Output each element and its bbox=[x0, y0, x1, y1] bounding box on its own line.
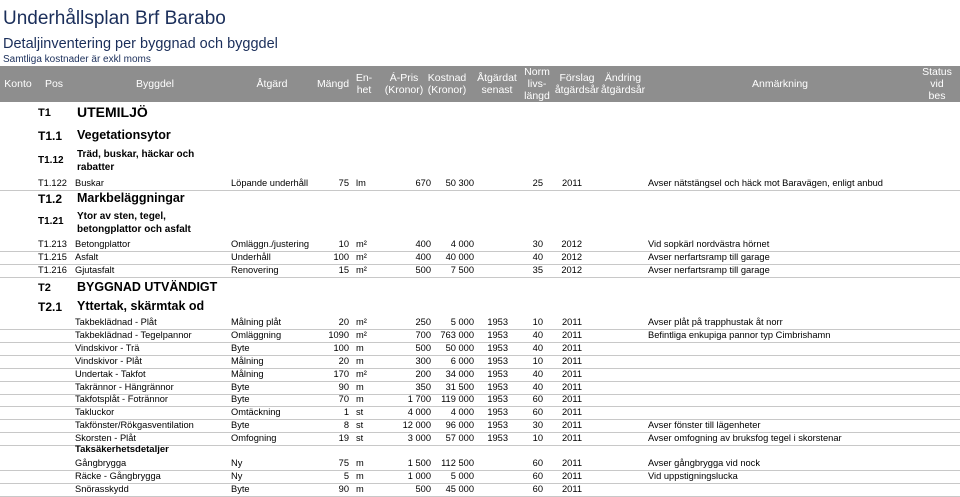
col-senast: Åtgärdat senast bbox=[477, 72, 517, 96]
table-row bbox=[0, 457, 960, 471]
cell-apris: 12 000 bbox=[402, 420, 431, 431]
cell-senast: 1953 bbox=[487, 381, 508, 392]
cell-atgard: Målning plåt bbox=[231, 317, 282, 327]
cell-atgard: Löpande underhåll bbox=[231, 178, 309, 188]
table-row bbox=[0, 342, 960, 356]
cell-kostnad: 6 000 bbox=[450, 355, 474, 366]
table-row bbox=[0, 316, 960, 330]
cell-byggdel: Takfotsplåt - Fotrännor bbox=[75, 394, 169, 405]
section-code: T1.1 bbox=[38, 129, 63, 143]
section-label: Vegetationsytor bbox=[77, 128, 171, 142]
cell-forslag: 2011 bbox=[562, 484, 582, 494]
cell-forslag: 2012 bbox=[561, 265, 582, 275]
cell-enhet: m² bbox=[356, 317, 367, 327]
cell-senast: 1953 bbox=[487, 407, 508, 418]
cell-senast: 1953 bbox=[487, 342, 508, 353]
cell-senast: 1953 bbox=[487, 368, 508, 379]
cell-livs: 10 bbox=[532, 355, 543, 366]
cell-kostnad: 763 000 bbox=[440, 329, 474, 340]
cell-anm: Avser omfogning av bruksfog tegel i skorstenar bbox=[648, 433, 842, 444]
cell-livs: 40 bbox=[532, 381, 543, 392]
cell-forslag: 2011 bbox=[562, 433, 582, 444]
cell-byggdel: Takluckor bbox=[75, 407, 115, 418]
cell-enhet: m bbox=[356, 458, 364, 468]
cell-byggdel: Gångbrygga bbox=[75, 458, 127, 468]
cell-senast: 1953 bbox=[487, 433, 508, 444]
cell-livs: 25 bbox=[532, 178, 543, 188]
cell-enhet: m bbox=[356, 394, 364, 405]
cell-senast: 1953 bbox=[487, 420, 508, 431]
cell-livs: 10 bbox=[532, 433, 543, 444]
cell-byggdel: Takbeklädnad - Plåt bbox=[75, 317, 157, 327]
cell-forslag: 2011 bbox=[562, 420, 582, 431]
table-row bbox=[0, 419, 960, 433]
cell-kostnad: 119 000 bbox=[441, 394, 474, 405]
cell-kostnad: 57 000 bbox=[445, 433, 474, 444]
col-andring: Ändring åtgärdsår bbox=[600, 72, 646, 96]
cell-kostnad: 50 000 bbox=[445, 342, 474, 353]
cell-apris: 300 bbox=[415, 355, 431, 366]
table-row bbox=[0, 381, 960, 395]
cell-forslag: 2011 bbox=[562, 394, 582, 405]
cell-byggdel: Takfönster/Rökgasventilation bbox=[75, 420, 194, 431]
cell-apris: 3 000 bbox=[407, 433, 431, 444]
cell-anm: Avser fönster till lägenheter bbox=[648, 420, 761, 431]
section-label: Markbeläggningar bbox=[77, 191, 185, 205]
col-enhet: En- het bbox=[355, 72, 373, 96]
col-apris: Á-Pris (Kronor) bbox=[384, 72, 424, 96]
col-livslangd: Norm livs- längd bbox=[524, 66, 550, 102]
cell-enhet: m bbox=[356, 355, 364, 366]
cell-enhet: m² bbox=[356, 368, 367, 379]
cell-livs: 60 bbox=[532, 471, 543, 481]
section-label: BYGGNAD UTVÄNDIGT bbox=[77, 280, 218, 294]
cell-forslag: 2011 bbox=[562, 458, 582, 468]
cell-atgard: Ny bbox=[231, 471, 243, 481]
cell-atgard: Byte bbox=[231, 342, 250, 353]
cell-byggdel: Asfalt bbox=[75, 252, 99, 262]
cell-livs: 60 bbox=[532, 458, 543, 468]
cell-livs: 10 bbox=[532, 317, 543, 327]
cell-atgard: Omfogning bbox=[231, 433, 277, 444]
cell-anm: Avser nerfartsramp till garage bbox=[648, 252, 770, 262]
section-label: Yttertak, skärmtak od bbox=[77, 299, 205, 313]
table-header bbox=[0, 66, 960, 102]
cell-livs: 40 bbox=[532, 368, 543, 379]
table-row bbox=[0, 177, 960, 191]
cell-mangd: 75 bbox=[338, 178, 349, 188]
cell-apris: 400 bbox=[415, 239, 431, 249]
cell-enhet: m bbox=[356, 484, 364, 494]
cell-livs: 30 bbox=[532, 239, 543, 249]
table-row bbox=[0, 368, 960, 382]
col-status: Status vid bes bbox=[922, 66, 952, 102]
cell-mangd: 1 bbox=[343, 407, 349, 418]
cell-mangd: 170 bbox=[333, 368, 349, 379]
cell-enhet: lm bbox=[356, 178, 366, 188]
cell-senast: 1953 bbox=[487, 317, 508, 327]
cell-senast: 1953 bbox=[487, 394, 508, 405]
cell-byggdel: Snörasskydd bbox=[75, 484, 129, 494]
cell-livs: 60 bbox=[532, 484, 543, 494]
cell-mangd: 15 bbox=[338, 265, 349, 275]
cell-kostnad: 112 500 bbox=[441, 458, 474, 468]
cell-pos: T1.213 bbox=[38, 239, 67, 249]
table-row bbox=[0, 483, 960, 497]
cell-apris: 350 bbox=[415, 381, 431, 392]
cell-kostnad: 50 300 bbox=[445, 178, 474, 188]
cell-apris: 670 bbox=[415, 178, 431, 188]
cell-enhet: st bbox=[356, 420, 364, 431]
cell-enhet: m² bbox=[356, 265, 367, 275]
cell-kostnad: 5 000 bbox=[450, 317, 474, 327]
col-kostnad: Kostnad (Kronor) bbox=[427, 72, 467, 96]
cell-livs: 60 bbox=[532, 394, 543, 405]
cell-senast: 1953 bbox=[487, 329, 508, 340]
cell-anm: Avser gångbrygga vid nock bbox=[648, 458, 760, 468]
cell-mangd: 8 bbox=[343, 420, 349, 431]
cell-anm: Avser plåt på trapphustak åt norr bbox=[648, 317, 783, 327]
col-konto: Konto bbox=[4, 78, 32, 90]
cell-anm: Befintliga enkupiga pannor typ Cimbrishamn bbox=[648, 329, 831, 340]
cell-forslag: 2011 bbox=[562, 342, 582, 353]
cell-livs: 40 bbox=[532, 342, 543, 353]
cell-kostnad: 5 000 bbox=[450, 471, 474, 481]
cell-mangd: 90 bbox=[338, 484, 349, 494]
cell-atgard: Omtäckning bbox=[231, 407, 281, 418]
cell-forslag: 2011 bbox=[562, 355, 582, 366]
table-row bbox=[0, 406, 960, 420]
section-code: T2 bbox=[38, 282, 51, 294]
cell-mangd: 20 bbox=[338, 355, 349, 366]
cell-kostnad: 45 000 bbox=[445, 484, 474, 494]
cell-forslag: 2011 bbox=[562, 329, 582, 340]
cell-byggdel: Räcke - Gångbrygga bbox=[75, 471, 161, 481]
cell-kostnad: 7 500 bbox=[450, 265, 474, 275]
cell-mangd: 10 bbox=[338, 239, 349, 249]
cell-kostnad: 4 000 bbox=[450, 407, 474, 418]
cell-livs: 30 bbox=[532, 420, 543, 431]
cell-byggdel: Buskar bbox=[75, 178, 104, 188]
cell-atgard: Omläggning bbox=[231, 329, 282, 340]
cell-atgard: Målning bbox=[231, 368, 264, 379]
cell-atgard: Omläggn./justering bbox=[231, 239, 310, 249]
cost-note: Samtliga kostnader är exkl moms bbox=[3, 54, 151, 65]
cell-enhet: m bbox=[356, 342, 364, 353]
cell-byggdel: Vindskivor - Plåt bbox=[75, 355, 142, 366]
cell-anm: Vid sopkärl nordvästra hörnet bbox=[648, 239, 770, 249]
cell-forslag: 2012 bbox=[561, 252, 582, 262]
cell-enhet: m bbox=[356, 471, 364, 481]
cell-mangd: 75 bbox=[338, 458, 349, 468]
page-title: Underhållsplan Brf Barabo bbox=[3, 8, 226, 29]
table-row bbox=[0, 264, 960, 278]
cell-livs: 40 bbox=[532, 252, 543, 262]
cell-kostnad: 40 000 bbox=[445, 252, 474, 262]
cell-byggdel: Undertak - Takfot bbox=[75, 368, 146, 379]
section-code: T1 bbox=[38, 107, 51, 119]
cell-apris: 500 bbox=[415, 484, 431, 494]
cell-atgard: Byte bbox=[231, 381, 250, 392]
cell-apris: 1 700 bbox=[407, 394, 431, 405]
col-anmarkning: Anmärkning bbox=[751, 78, 809, 90]
cell-apris: 1 000 bbox=[407, 471, 431, 481]
cell-mangd: 100 bbox=[333, 252, 349, 262]
cell-apris: 1 500 bbox=[407, 458, 431, 468]
cell-enhet: st bbox=[356, 407, 364, 418]
cell-apris: 4 000 bbox=[407, 407, 431, 418]
table-row bbox=[0, 355, 960, 369]
cell-apris: 200 bbox=[415, 368, 431, 379]
cell-kostnad: 31 500 bbox=[445, 381, 474, 392]
cell-enhet: m bbox=[356, 381, 364, 392]
cell-apris: 500 bbox=[415, 342, 431, 353]
sub-heading: Taksäkerhetsdetaljer bbox=[75, 444, 169, 455]
cell-byggdel: Takrännor - Hängrännor bbox=[75, 381, 174, 392]
cell-mangd: 100 bbox=[333, 342, 349, 353]
cell-forslag: 2011 bbox=[562, 381, 582, 392]
cell-atgard: Byte bbox=[231, 394, 250, 405]
col-forslag: Förslag åtgärdsår bbox=[554, 72, 600, 96]
cell-forslag: 2011 bbox=[562, 471, 582, 481]
cell-senast: 1953 bbox=[487, 355, 508, 366]
cell-forslag: 2012 bbox=[561, 239, 582, 249]
section-code: T2.1 bbox=[38, 300, 63, 314]
section-code: T1.21 bbox=[38, 216, 64, 227]
cell-kostnad: 4 000 bbox=[450, 239, 474, 249]
section-label: Ytor av sten, tegel, betongplattor och asfalt bbox=[77, 211, 191, 235]
cell-apris: 250 bbox=[415, 317, 431, 327]
cell-forslag: 2011 bbox=[562, 178, 582, 188]
cell-byggdel: Vindskivor - Trä bbox=[75, 342, 140, 353]
cell-enhet: st bbox=[356, 433, 364, 444]
section-code: T1.2 bbox=[38, 192, 63, 206]
cell-atgard: Målning bbox=[231, 355, 264, 366]
table-row bbox=[0, 470, 960, 484]
cell-livs: 60 bbox=[532, 407, 543, 418]
cell-atgard: Byte bbox=[231, 420, 250, 431]
table-row bbox=[0, 329, 960, 343]
cell-atgard: Ny bbox=[231, 458, 243, 468]
cell-forslag: 2011 bbox=[562, 317, 582, 327]
cell-pos: T1.122 bbox=[38, 178, 67, 188]
cell-kostnad: 34 000 bbox=[445, 368, 474, 379]
cell-kostnad: 96 000 bbox=[445, 420, 474, 431]
cell-byggdel: Skorsten - Plåt bbox=[75, 433, 136, 444]
cell-mangd: 1090 bbox=[328, 329, 349, 340]
col-byggdel: Byggdel bbox=[136, 78, 174, 90]
table-row bbox=[0, 238, 960, 252]
section-code: T1.12 bbox=[38, 155, 64, 166]
cell-livs: 35 bbox=[532, 265, 543, 275]
cell-atgard: Renovering bbox=[231, 265, 279, 275]
section-label: Träd, buskar, häckar och rabatter bbox=[77, 149, 195, 173]
cell-anm: Avser nätstängsel och häck mot Baravägen, enligt anbud bbox=[648, 178, 883, 188]
cell-pos: T1.215 bbox=[38, 252, 67, 262]
cell-mangd: 20 bbox=[338, 317, 349, 327]
col-mangd: Mängd bbox=[316, 78, 350, 90]
cell-byggdel: Takbeklädnad - Tegelpannor bbox=[75, 329, 192, 340]
cell-mangd: 19 bbox=[338, 433, 349, 444]
table-row bbox=[0, 393, 960, 407]
page-subtitle: Detaljinventering per byggnad och byggdel bbox=[3, 36, 278, 52]
cell-enhet: m² bbox=[356, 252, 367, 262]
cell-mangd: 5 bbox=[343, 471, 349, 481]
cell-mangd: 90 bbox=[338, 381, 349, 392]
table-row bbox=[0, 251, 960, 265]
cell-apris: 700 bbox=[415, 329, 431, 340]
cell-forslag: 2011 bbox=[562, 368, 582, 379]
cell-apris: 400 bbox=[415, 252, 431, 262]
cell-livs: 40 bbox=[532, 329, 543, 340]
cell-enhet: m² bbox=[356, 329, 367, 340]
cell-pos: T1.216 bbox=[38, 265, 67, 275]
cell-mangd: 70 bbox=[338, 394, 349, 405]
col-pos: Pos bbox=[44, 78, 64, 90]
cell-byggdel: Gjutasfalt bbox=[75, 265, 115, 275]
cell-byggdel: Betongplattor bbox=[75, 239, 131, 249]
cell-atgard: Underhåll bbox=[231, 252, 271, 262]
cell-atgard: Byte bbox=[231, 484, 250, 494]
cell-anm: Avser nerfartsramp till garage bbox=[648, 265, 770, 275]
cell-forslag: 2011 bbox=[562, 407, 582, 418]
cell-apris: 500 bbox=[415, 265, 431, 275]
cell-enhet: m² bbox=[356, 239, 367, 249]
cell-anm: Vid uppstigningslucka bbox=[648, 471, 738, 481]
col-atgard: Åtgärd bbox=[256, 78, 288, 90]
section-label: UTEMILJÖ bbox=[77, 104, 148, 120]
